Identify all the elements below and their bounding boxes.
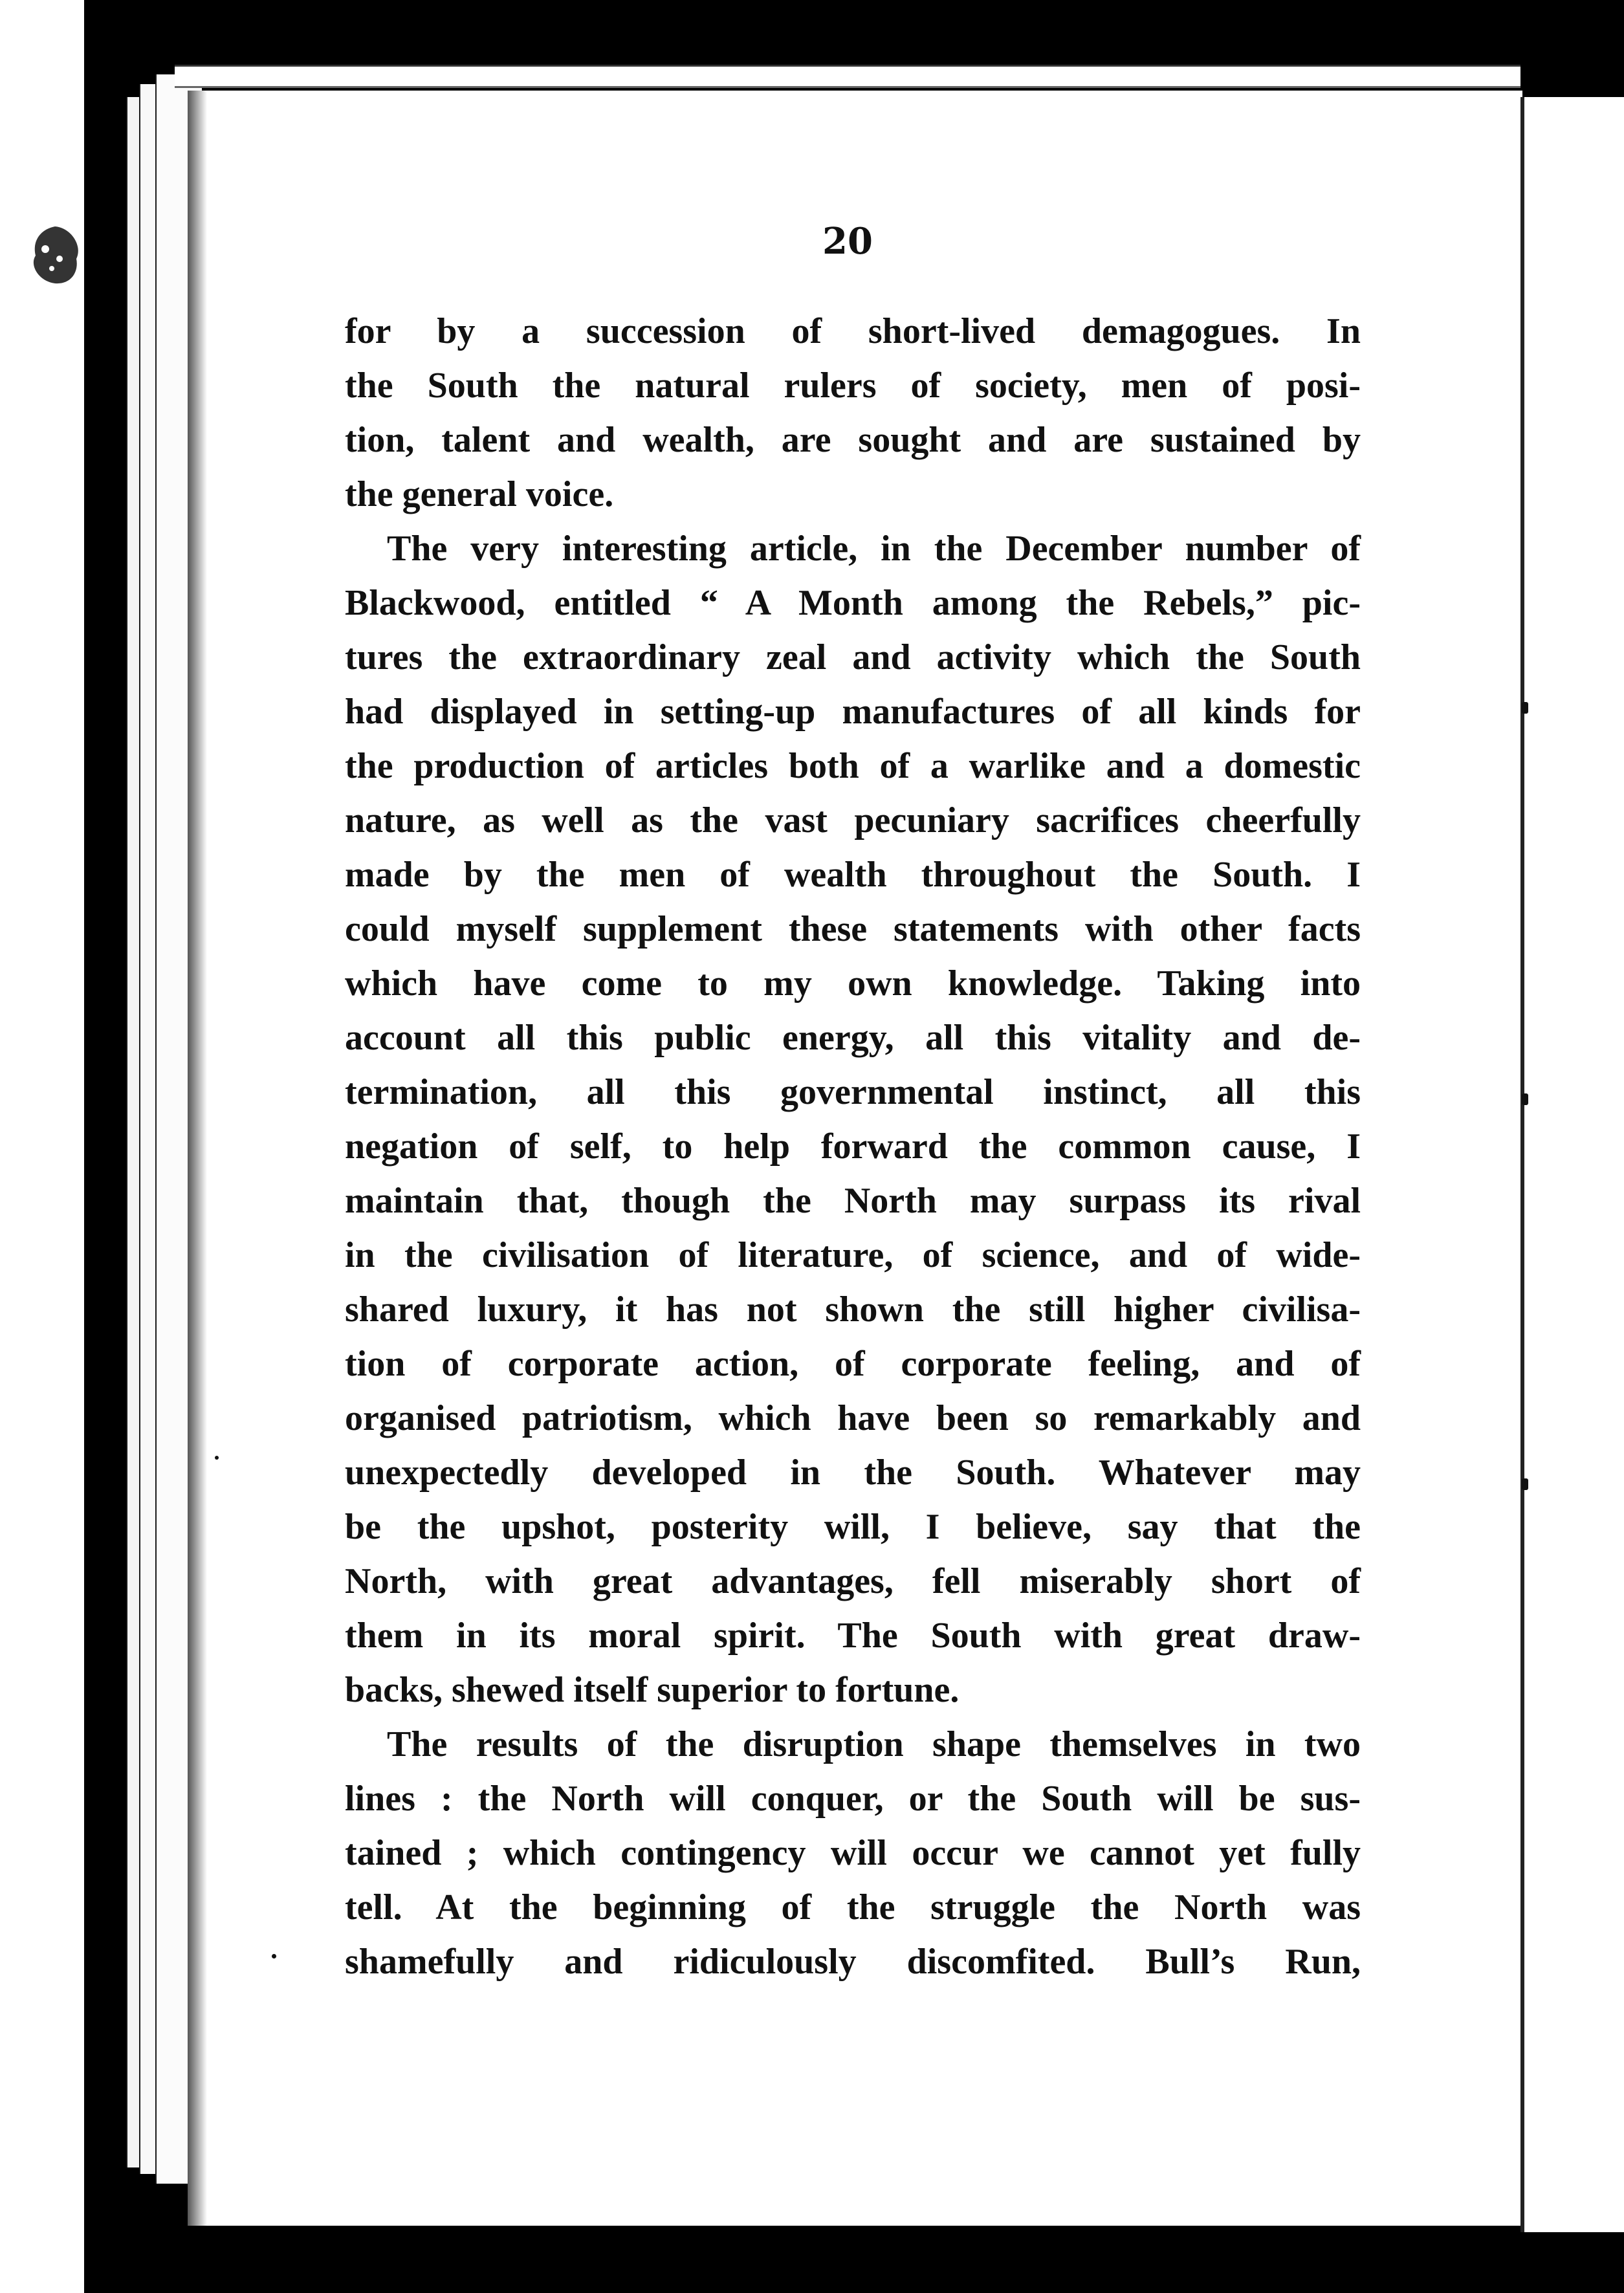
text-line: The very interesting article, in the December number of	[387, 529, 1361, 569]
text-line: termination, all this governmental instinct, all this	[345, 1072, 1361, 1112]
text-line: tion, talent and wealth, are sought and are sustained by	[345, 420, 1361, 460]
text-line: made by the men of wealth throughout the South. I	[345, 855, 1361, 895]
text-line: shamefully and ridiculously discomfited. Bull’s Run,	[345, 1942, 1361, 1982]
text-line: organised patriotism, which have been so remarkably and	[345, 1398, 1361, 1438]
body-text	[345, 304, 1361, 1989]
page-top-edge	[175, 65, 1520, 88]
text-line: account all this public energy, all this vitality and de-	[345, 1018, 1361, 1058]
text-line: the production of articles both of a warlike and a domestic	[345, 746, 1361, 786]
text-line: tion of corporate action, of corporate feeling, and of	[345, 1344, 1361, 1384]
page-number: 20	[822, 220, 873, 263]
text-line: tained ; which contingency will occur we cannot yet fully	[345, 1833, 1361, 1873]
text-line: nature, as well as the vast pecuniary sacrifices cheerfully	[345, 800, 1361, 840]
text-line: the South the natural rulers of society, men of posi-	[345, 366, 1361, 406]
spine-shadow	[188, 91, 207, 2226]
ink-speck	[1522, 1093, 1528, 1105]
text-line: tures the extraordinary zeal and activity which the South	[345, 637, 1361, 677]
scanner-margin	[0, 0, 84, 2293]
text-line: The results of the disruption shape themselves in two	[387, 1724, 1361, 1764]
text-line: backs, shewed itself superior to fortune.	[345, 1670, 960, 1710]
ink-blot-mark	[19, 220, 91, 291]
text-line: Blackwood, entitled “ A Month among the Rebels,” pic-	[345, 583, 1361, 623]
ink-speck	[1522, 1478, 1528, 1490]
text-line: which have come to my own knowledge. Taking into	[345, 963, 1361, 1004]
text-line: unexpectedly developed in the South. Whatever may	[345, 1453, 1361, 1493]
text-line: maintain that, though the North may surpass its rival	[345, 1181, 1361, 1221]
text-line: tell. At the beginning of the struggle the North was	[345, 1887, 1361, 1927]
ink-speck	[215, 1456, 219, 1460]
text-line: for by a succession of short-lived demagogues. In	[345, 311, 1361, 351]
text-line: shared luxury, it has not shown the still higher civilisa-	[345, 1289, 1361, 1330]
text-line: negation of self, to help forward the common cause, I	[345, 1126, 1361, 1167]
adjacent-page	[1520, 97, 1624, 2232]
ink-speck	[272, 1954, 276, 1958]
text-line: in the civilisation of literature, of science, and of wide-	[345, 1235, 1361, 1275]
text-line: the general voice.	[345, 474, 614, 514]
ink-speck	[1522, 702, 1528, 714]
text-line: be the upshot, posterity will, I believe, say that the	[345, 1507, 1361, 1547]
text-line: lines : the North will conquer, or the South will be sus-	[345, 1779, 1361, 1819]
text-line: them in its moral spirit. The South with great draw-	[345, 1616, 1361, 1656]
text-line: North, with great advantages, fell miserably short of	[345, 1561, 1361, 1601]
text-line: had displayed in setting-up manufactures of all kinds for	[345, 692, 1361, 732]
text-line: could myself supplement these statements with other facts	[345, 909, 1361, 949]
